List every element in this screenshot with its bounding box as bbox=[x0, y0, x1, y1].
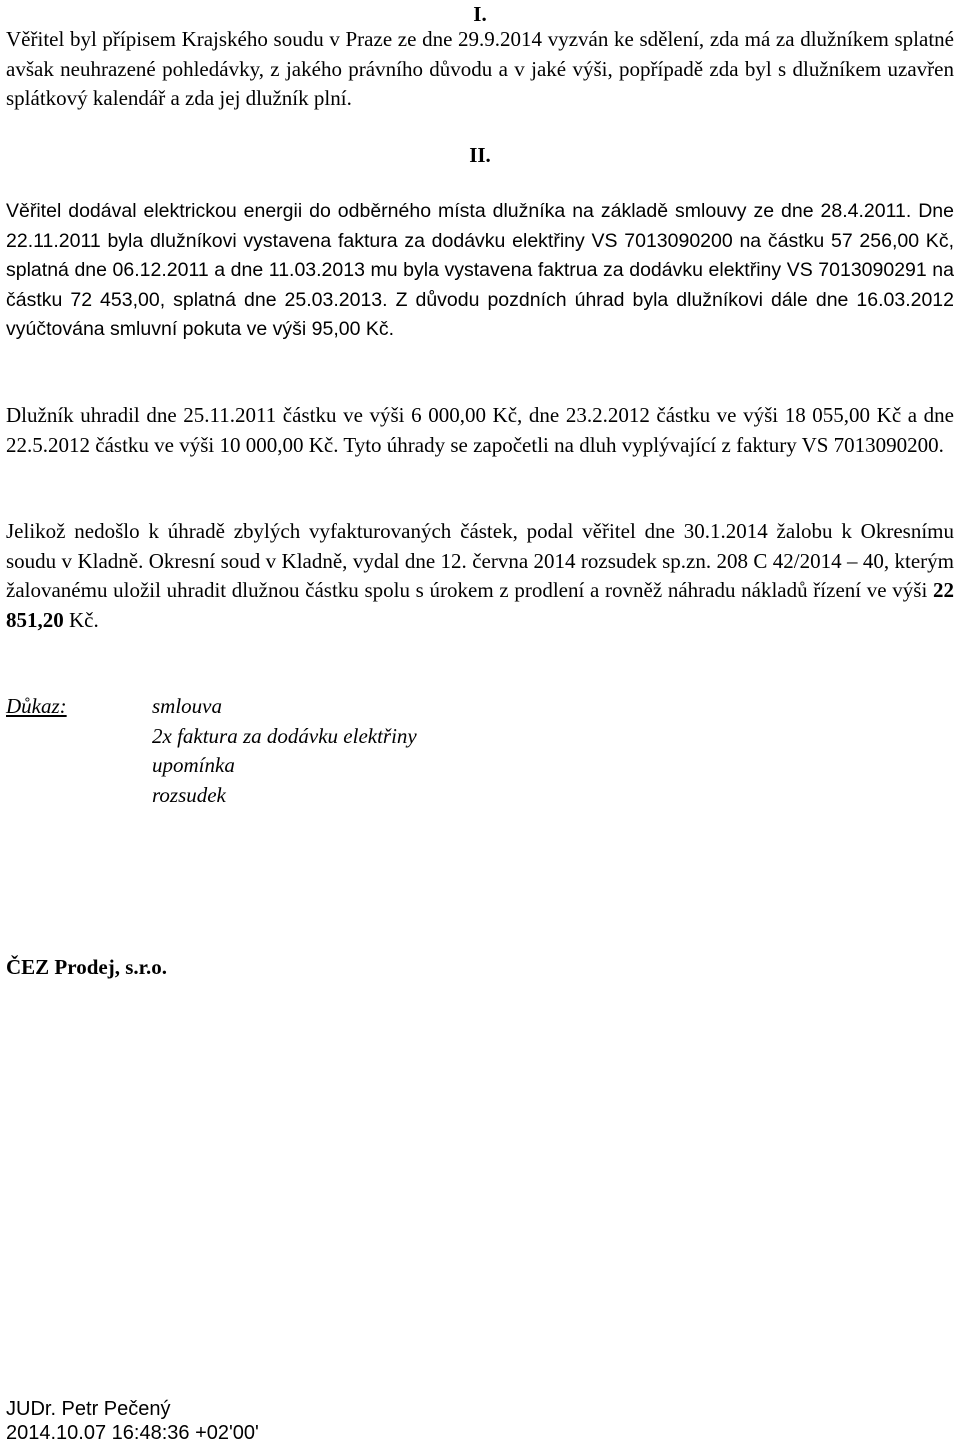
signature-timestamp: 2014.10.07 16:48:36 +02'00' bbox=[6, 1422, 259, 1444]
section-heading-1: I. bbox=[473, 2, 487, 26]
paragraph-3-text: Jelikož nedošlo k úhradě zbylých vyfakturovaných částek, podal věřitel dne 30.1.2014 žalobu k Okresnímu soudu v Kladně. Okresní soud v Kladně, vydal dne 12. června 2014 rozsudek sp.zn. 208 C 42/2014 – 40, kterým žalovanému uložil uhradit dlužnou částku spolu s úrokem z prodlení a rovněž náhradu nákladů řízení ve výši bbox=[6, 519, 954, 602]
signature-name: JUDr. Petr Pečený bbox=[6, 1398, 171, 1420]
section-2-paragraph-1: Věřitel dodával elektrickou energii do odběrného místa dlužníka na základě smlouvy ze dne 28.4.2011. Dne 22.11.2011 byla dlužníkovi vystavena faktura za dodávku elektřiny VS 7013090200 na částku 57 256,00 Kč, splatná dne 06.12.2011 a dne 11.03.2013 mu byla vystavena faktrua za dodávku elektřiny VS 7013090291 na částku 72 453,00, splatná dne 25.03.2013. Z důvodu pozdních úhrad byla dlužníkovi dále dne 16.03.2012 vyúčtována smluvní pokuta ve výši 95,00 Kč. bbox=[6, 200, 954, 340]
evidence-item: smlouva bbox=[152, 694, 222, 718]
section-2-paragraph-2: Dlužník uhradil dne 25.11.2011 částku ve výši 6 000,00 Kč, dne 23.2.2012 částku ve výši 18 055,00 Kč a dne 22.5.2012 částku ve výši 10 000,00 Kč. Tyto úhrady se započetli na dluh vyplývající z faktury VS 7013090200. bbox=[6, 403, 954, 457]
company-name: ČEZ Prodej, s.r.o. bbox=[6, 955, 168, 979]
section-heading-2: II. bbox=[469, 143, 491, 167]
section-2-paragraph-3 bbox=[6, 517, 954, 635]
evidence-item: upomínka bbox=[152, 753, 235, 777]
paragraph-3-currency: Kč. bbox=[63, 607, 99, 632]
evidence-list bbox=[152, 692, 417, 810]
evidence-item: 2x faktura za dodávku elektřiny bbox=[152, 723, 417, 748]
evidence-label: Důkaz: bbox=[6, 694, 67, 718]
awarded-amount: 22 851,20 bbox=[6, 578, 954, 632]
section-1-paragraph: Věřitel byl přípisem Krajského soudu v Praze ze dne 29.9.2014 vyzván ke sdělení, zda má za dlužníkem splatné avšak neuhrazené pohledávky, z jakého právního důvodu a v jaké výši, popřípadě zda byl s dlužníkem uzavřen splátkový kalendář a zda jej dlužník plní. bbox=[6, 27, 954, 110]
evidence-item: rozsudek bbox=[152, 782, 226, 807]
digital-signature bbox=[6, 1397, 259, 1445]
